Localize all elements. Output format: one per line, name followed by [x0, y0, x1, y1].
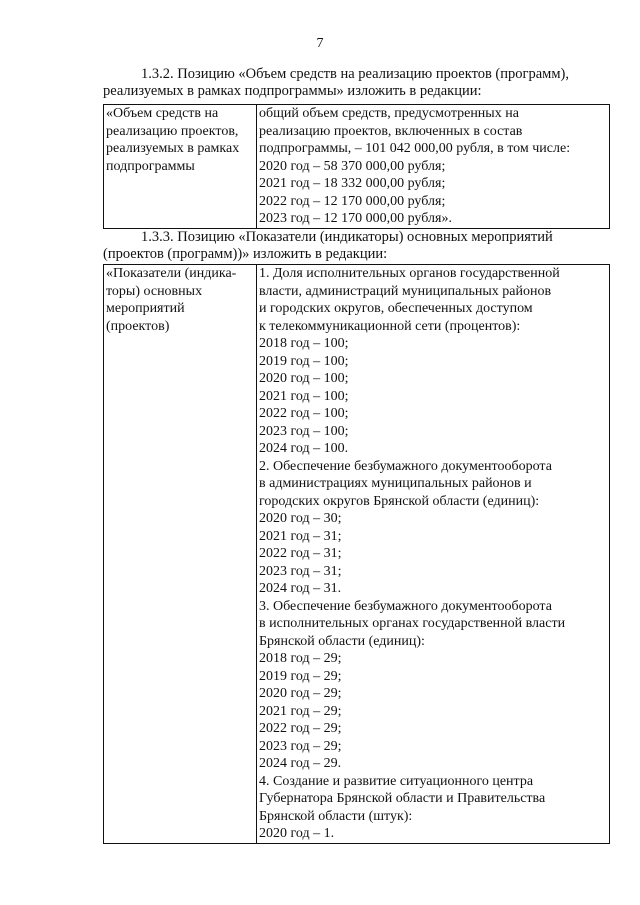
paragraph-line: реализуемых в рамках подпрограммы» изложить в редакции: — [103, 83, 482, 99]
cell-line: 2020 год – 58 370 000,00 рубля; — [259, 158, 446, 174]
cell-line: в администрациях муниципальных районов и — [259, 476, 532, 491]
paragraph-line: 1.3.2. Позицию «Объем средств на реализацию проектов (программ), — [141, 66, 569, 82]
cell-line: 2024 год – 31. — [259, 581, 342, 596]
cell-line: 2018 год – 100; — [259, 336, 349, 351]
cell-line: «Показатели (индика- — [106, 266, 237, 281]
cell-line: 2022 год – 29; — [259, 721, 342, 736]
cell-line: 2019 год – 29; — [259, 668, 342, 684]
cell-line: и городских округов, обеспеченных доступом — [259, 301, 533, 316]
cell-line: 2021 год – 31; — [259, 528, 342, 544]
indicators-label-cell — [104, 265, 257, 844]
cell-line: подпрограммы, – 101 042 000,00 рубля, в том числе: — [259, 141, 571, 156]
cell-line: 2019 год – 100; — [259, 353, 349, 369]
paragraph-1-3-2 — [103, 66, 613, 100]
cell-line: 2022 год – 31; — [259, 546, 342, 561]
cell-line: власти, администраций муниципальных районов — [259, 283, 552, 299]
cell-line: реализацию проектов, — [106, 123, 239, 139]
cell-line: 2024 год – 100. — [259, 441, 349, 456]
cell-line: Брянской области (штук): — [259, 808, 413, 824]
cell-line: Губернатора Брянской области и Правительства — [259, 791, 546, 806]
paragraph-1-3-3 — [103, 229, 613, 263]
cell-line: 2023 год – 12 170 000,00 рубля». — [259, 211, 452, 226]
indicators-table — [103, 264, 610, 844]
cell-line: 2020 год – 1. — [259, 826, 335, 841]
paragraph-line: (проектов (программ))» изложить в редакции: — [103, 246, 388, 262]
cell-line: (проектов) — [106, 318, 170, 334]
cell-line: подпрограммы — [106, 158, 195, 174]
funding-table — [103, 104, 610, 229]
cell-line: 2023 год – 31; — [259, 563, 342, 579]
cell-line: к телекоммуникационной сети (процентов): — [259, 318, 521, 334]
cell-line: 2023 год – 29; — [259, 738, 342, 754]
cell-line: мероприятий — [106, 301, 185, 316]
cell-line: 2024 год – 29. — [259, 756, 342, 771]
table-row — [104, 105, 610, 229]
indicators-value-cell — [257, 265, 610, 844]
page-number: 7 — [316, 36, 324, 51]
cell-line: 2018 год – 29; — [259, 651, 342, 666]
cell-line: 2022 год – 100; — [259, 406, 349, 421]
cell-line: в исполнительных органах государственной власти — [259, 616, 566, 631]
cell-line: 2021 год – 29; — [259, 703, 342, 719]
cell-line: 2022 год – 12 170 000,00 рубля; — [259, 193, 446, 209]
cell-line: Брянской области (единиц): — [259, 633, 425, 649]
funding-label-cell — [104, 105, 257, 229]
table-row — [104, 265, 610, 844]
paragraph-line: 1.3.3. Позицию «Показатели (индикаторы) основных мероприятий — [141, 229, 553, 245]
cell-line: торы) основных — [106, 283, 203, 299]
cell-line: 1. Доля исполнительных органов государственной — [259, 266, 560, 281]
cell-line: 4. Создание и развитие ситуационного центра — [259, 773, 534, 789]
cell-line: «Объем средств на — [106, 106, 219, 121]
cell-line: 2021 год – 18 332 000,00 рубля; — [259, 176, 446, 191]
cell-line: 2021 год – 100; — [259, 388, 349, 404]
cell-line: 2020 год – 29; — [259, 686, 342, 701]
cell-line: общий объем средств, предусмотренных на — [259, 106, 519, 121]
cell-line: реализацию проектов, включенных в состав — [259, 123, 523, 139]
cell-line: реализуемых в рамках — [106, 141, 240, 156]
cell-line: 2020 год – 30; — [259, 511, 342, 526]
cell-line: 2. Обеспечение безбумажного документооборота — [259, 458, 552, 474]
cell-line: 2020 год – 100; — [259, 371, 349, 386]
funding-value-cell — [257, 105, 610, 229]
cell-line: 2023 год – 100; — [259, 423, 349, 439]
cell-line: 3. Обеспечение безбумажного документооборота — [259, 598, 552, 614]
cell-line: городских округов Брянской области (единиц): — [259, 493, 540, 509]
